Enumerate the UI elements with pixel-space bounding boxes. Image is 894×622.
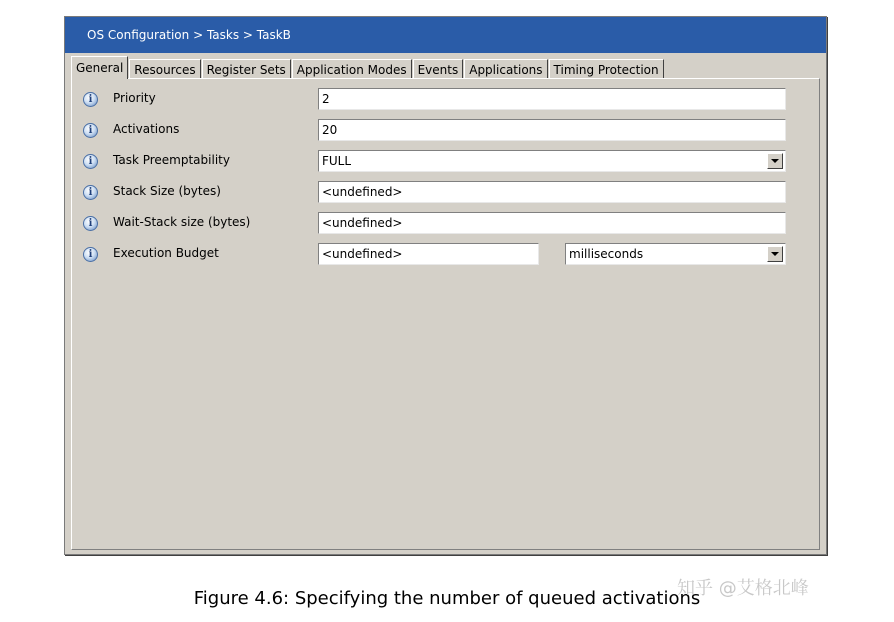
activations-field[interactable]: 20	[318, 119, 786, 141]
info-icon[interactable]: i	[83, 247, 98, 262]
tab-bar	[71, 57, 665, 79]
chevron-down-icon[interactable]	[767, 153, 783, 169]
preemptability-label: Task Preemptability	[113, 153, 230, 167]
preemptability-value: FULL	[322, 154, 352, 168]
tab-timing-protection[interactable]: Timing Protection	[549, 59, 664, 79]
tab-application-modes[interactable]: Application Modes	[292, 59, 412, 79]
priority-row	[72, 88, 819, 112]
info-icon[interactable]: i	[83, 123, 98, 138]
exec-budget-unit-value: milliseconds	[569, 247, 644, 261]
tab-events[interactable]: Events	[413, 59, 464, 79]
os-config-window	[64, 16, 827, 555]
preemptability-select[interactable]	[318, 150, 786, 172]
info-icon[interactable]: i	[83, 216, 98, 231]
tab-resources[interactable]: Resources	[129, 59, 200, 79]
preemptability-row	[72, 150, 819, 174]
priority-label: Priority	[113, 91, 156, 105]
activations-row	[72, 119, 819, 143]
figure-caption: Figure 4.6: Specifying the number of queued activations	[193, 588, 701, 609]
wait-stack-field[interactable]: <undefined>	[318, 212, 786, 234]
exec-budget-row	[72, 243, 819, 267]
tab-general[interactable]: General	[71, 56, 128, 79]
info-icon[interactable]: i	[83, 185, 98, 200]
exec-budget-field[interactable]: <undefined>	[318, 243, 539, 265]
info-icon[interactable]: i	[83, 154, 98, 169]
activations-label: Activations	[113, 122, 180, 136]
chevron-down-icon[interactable]	[767, 246, 783, 262]
info-icon[interactable]: i	[83, 92, 98, 107]
stack-size-label: Stack Size (bytes)	[113, 184, 221, 198]
wait-stack-label: Wait-Stack size (bytes)	[113, 215, 251, 229]
tab-applications[interactable]: Applications	[464, 59, 547, 79]
stack-size-row	[72, 181, 819, 205]
wait-stack-row	[72, 212, 819, 236]
stack-size-field[interactable]: <undefined>	[318, 181, 786, 203]
tab-register-sets[interactable]: Register Sets	[202, 59, 291, 79]
general-panel	[71, 78, 820, 550]
exec-budget-label: Execution Budget	[113, 246, 219, 260]
exec-budget-unit-select[interactable]	[565, 243, 786, 265]
watermark: 知乎 @艾格北峰	[677, 578, 809, 599]
breadcrumb: OS Configuration > Tasks > TaskB	[65, 17, 826, 53]
priority-field[interactable]: 2	[318, 88, 786, 110]
